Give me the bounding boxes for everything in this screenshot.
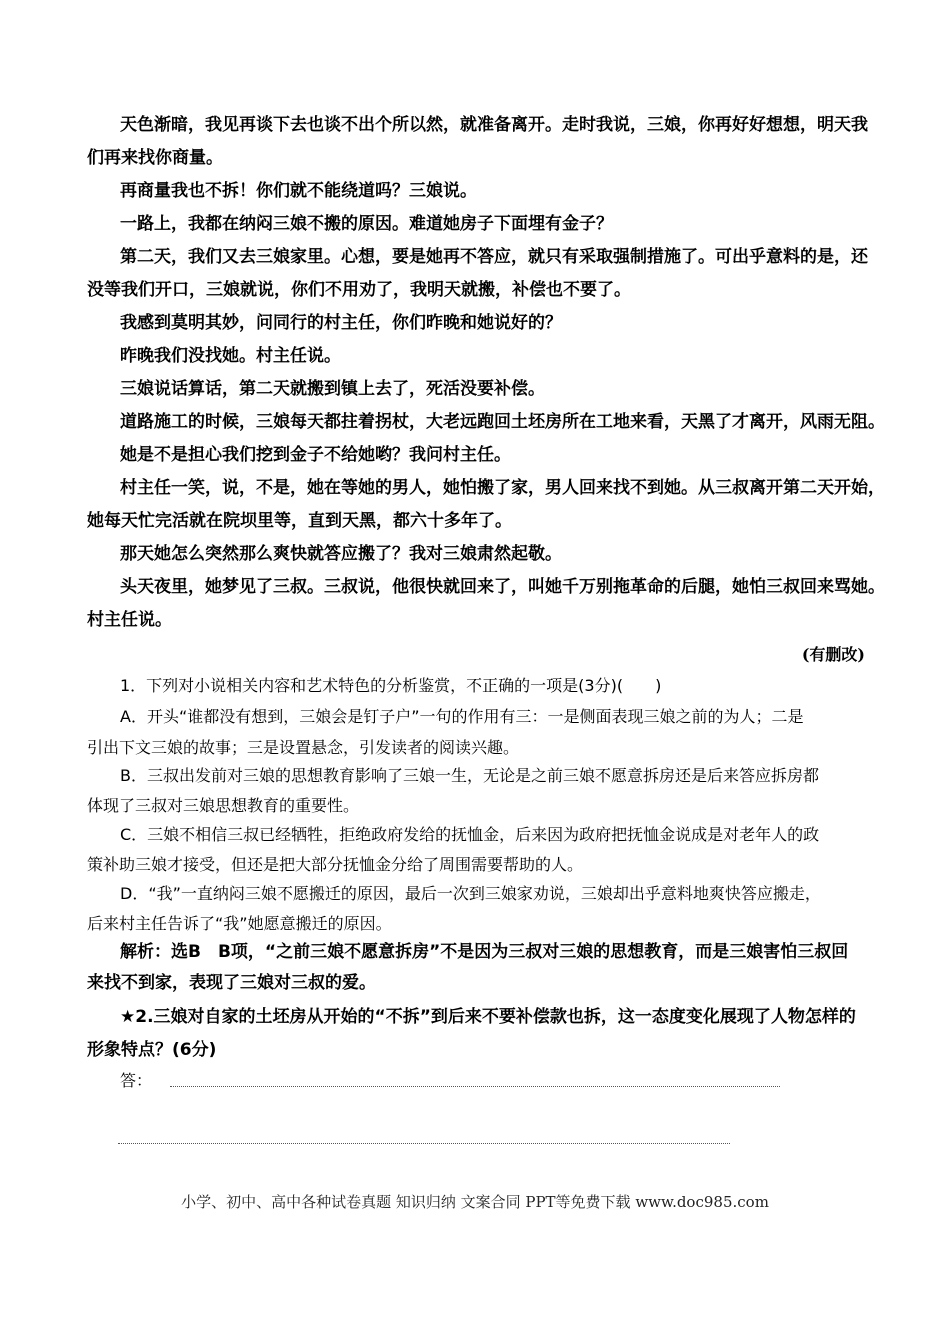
passage-line: 头天夜里，她梦见了三叔。三叔说，他很快就回来了，叫她千万别拖革命的后腿，她怕三叔回来骂她。 [120,577,885,597]
answer-label: 答： [120,1071,153,1090]
analysis: 解析：选B B项，“之前三娘不愿意拆房”不是因为三叔对三娘的思想教育，而是三娘害怕三叔回 [120,942,849,962]
passage-line: 一路上，我都在纳闷三娘不搬的原因。难道她房子下面埋有金子？ [120,214,613,234]
passage-line: 没等我们开口，三娘就说，你们不用劝了，我明天就搬，补偿也不要了。 [87,280,631,300]
passage-line: 们再来找你商量。 [87,148,223,168]
passage-line: 村主任一笑，说，不是，她在等她的男人，她怕搬了家，男人回来找不到她。从三叔离开第二天开始， [120,478,885,498]
analysis-continued: 来找不到家，表现了三娘对三叔的爱。 [87,973,376,993]
passage-line: 天色渐暗，我见再谈下去也谈不出个所以然，就准备离开。走时我说，三娘，你再好好想想，明天我 [120,115,868,135]
question-2-stem: ★2.三娘对自家的土坯房从开始的“不拆”到后来不要补偿款也拆，这一态度变化展现了人物怎样的 [120,1007,856,1027]
passage-line: 她是不是担心我们挖到金子不给她哟？我问村主任。 [120,445,511,465]
answer-line[interactable] [118,1143,730,1144]
passage-line: 她每天忙完活就在院坝里等，直到天黑，都六十多年了。 [87,511,512,531]
passage-line: 那天她怎么突然那么爽快就答应搬了？我对三娘肃然起敬。 [120,544,562,564]
option-d: D．“我”一直纳闷三娘不愿搬迁的原因，最后一次到三娘家劝说，三娘却出乎意料地爽快答应搬走， [120,884,821,903]
option-b: B．三叔出发前对三娘的思想教育影响了三娘一生，无论是之前三娘不愿意拆房还是后来答应拆房都 [120,766,819,785]
footer-text: 小学、初中、高中各种试卷真题 知识归纳 文案合同 PPT等免费下载 www.doc985.com [181,1193,769,1211]
passage-line: 三娘说话算话，第二天就搬到镇上去了，死活没要补偿。 [120,379,545,399]
passage-line: 再商量我也不拆！你们就不能绕道吗？三娘说。 [120,181,477,201]
option-a-continued: 引出下文三娘的故事；三是设置悬念，引发读者的阅读兴趣。 [87,738,520,757]
passage-line: 道路施工的时候，三娘每天都拄着拐杖，大老远跑回土坯房所在工地来看，天黑了才离开，风雨无阻。 [120,412,885,432]
option-c-continued: 策补助三娘才接受，但还是把大部分抚恤金分给了周围需要帮助的人。 [87,855,584,874]
passage-line: 村主任说。 [87,610,172,630]
option-a: A．开头“谁都没有想到，三娘会是钉子户”一句的作用有三：一是侧面表现三娘之前的为人；二是 [120,707,804,726]
option-d-continued: 后来村主任告诉了“我”她愿意搬迁的原因。 [87,914,392,933]
answer-line[interactable] [170,1086,780,1087]
option-c: C．三娘不相信三叔已经牺牲，拒绝政府发给的抚恤金，后来因为政府把抚恤金说成是对老年人的政 [120,825,820,844]
source-note: (有删改) [801,645,865,664]
passage-line: 昨晚我们没找她。村主任说。 [120,346,341,366]
passage-line: 我感到莫明其妙，问同行的村主任，你们昨晚和她说好的？ [120,313,562,333]
option-b-continued: 体现了三叔对三娘思想教育的重要性。 [87,796,360,815]
passage-line: 第二天，我们又去三娘家里。心想，要是她再不答应，就只有采取强制措施了。可出乎意料的是，还 [120,247,868,267]
question-1-stem: 1．下列对小说相关内容和艺术特色的分析鉴赏，不正确的一项是(3分)( ) [120,676,662,695]
question-2-stem-continued: 形象特点？(6分) [87,1040,217,1060]
